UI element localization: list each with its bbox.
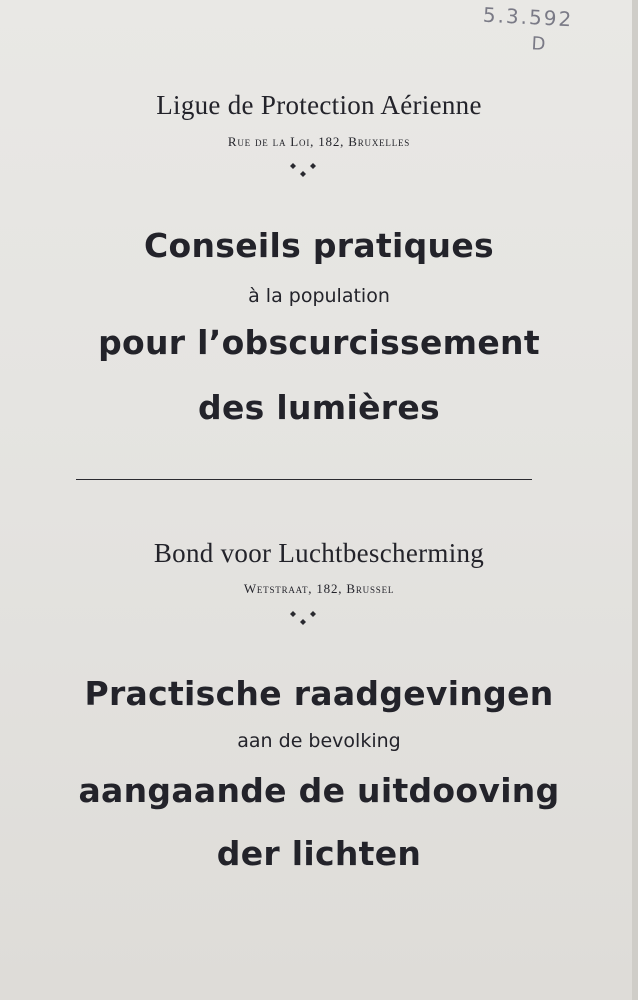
ornament-icon: [288, 160, 318, 180]
dutch-address: Wetstraat, 182, Brussel: [243, 581, 395, 596]
french-title-line3: pour l’obscurcissement: [98, 323, 540, 362]
dutch-title-line3: aangaande de uitdooving: [78, 771, 560, 810]
french-address: Rue de la Loi, 182, Bruxelles: [227, 134, 411, 149]
dutch-org-name: Bond voor Luchtbescherming: [153, 538, 485, 568]
french-org-name: Ligue de Protection Aérienne: [156, 90, 482, 120]
handwritten-note: [481, 3, 614, 68]
french-title-line1: Conseils pratiques: [144, 226, 494, 265]
handwritten-note-line2: D: [530, 33, 548, 56]
dutch-title-line4: der lichten: [216, 834, 422, 873]
french-title-line4: des lumières: [198, 388, 440, 427]
handwritten-note-line1: 5.3.592: [482, 2, 574, 32]
french-title-line2: à la population: [248, 285, 390, 307]
section-divider: [76, 479, 532, 480]
dutch-title-line2: aan de bevolking: [237, 730, 401, 752]
ornament-icon: [288, 608, 318, 628]
dutch-title-line1: Practische raadgevingen: [84, 674, 554, 713]
